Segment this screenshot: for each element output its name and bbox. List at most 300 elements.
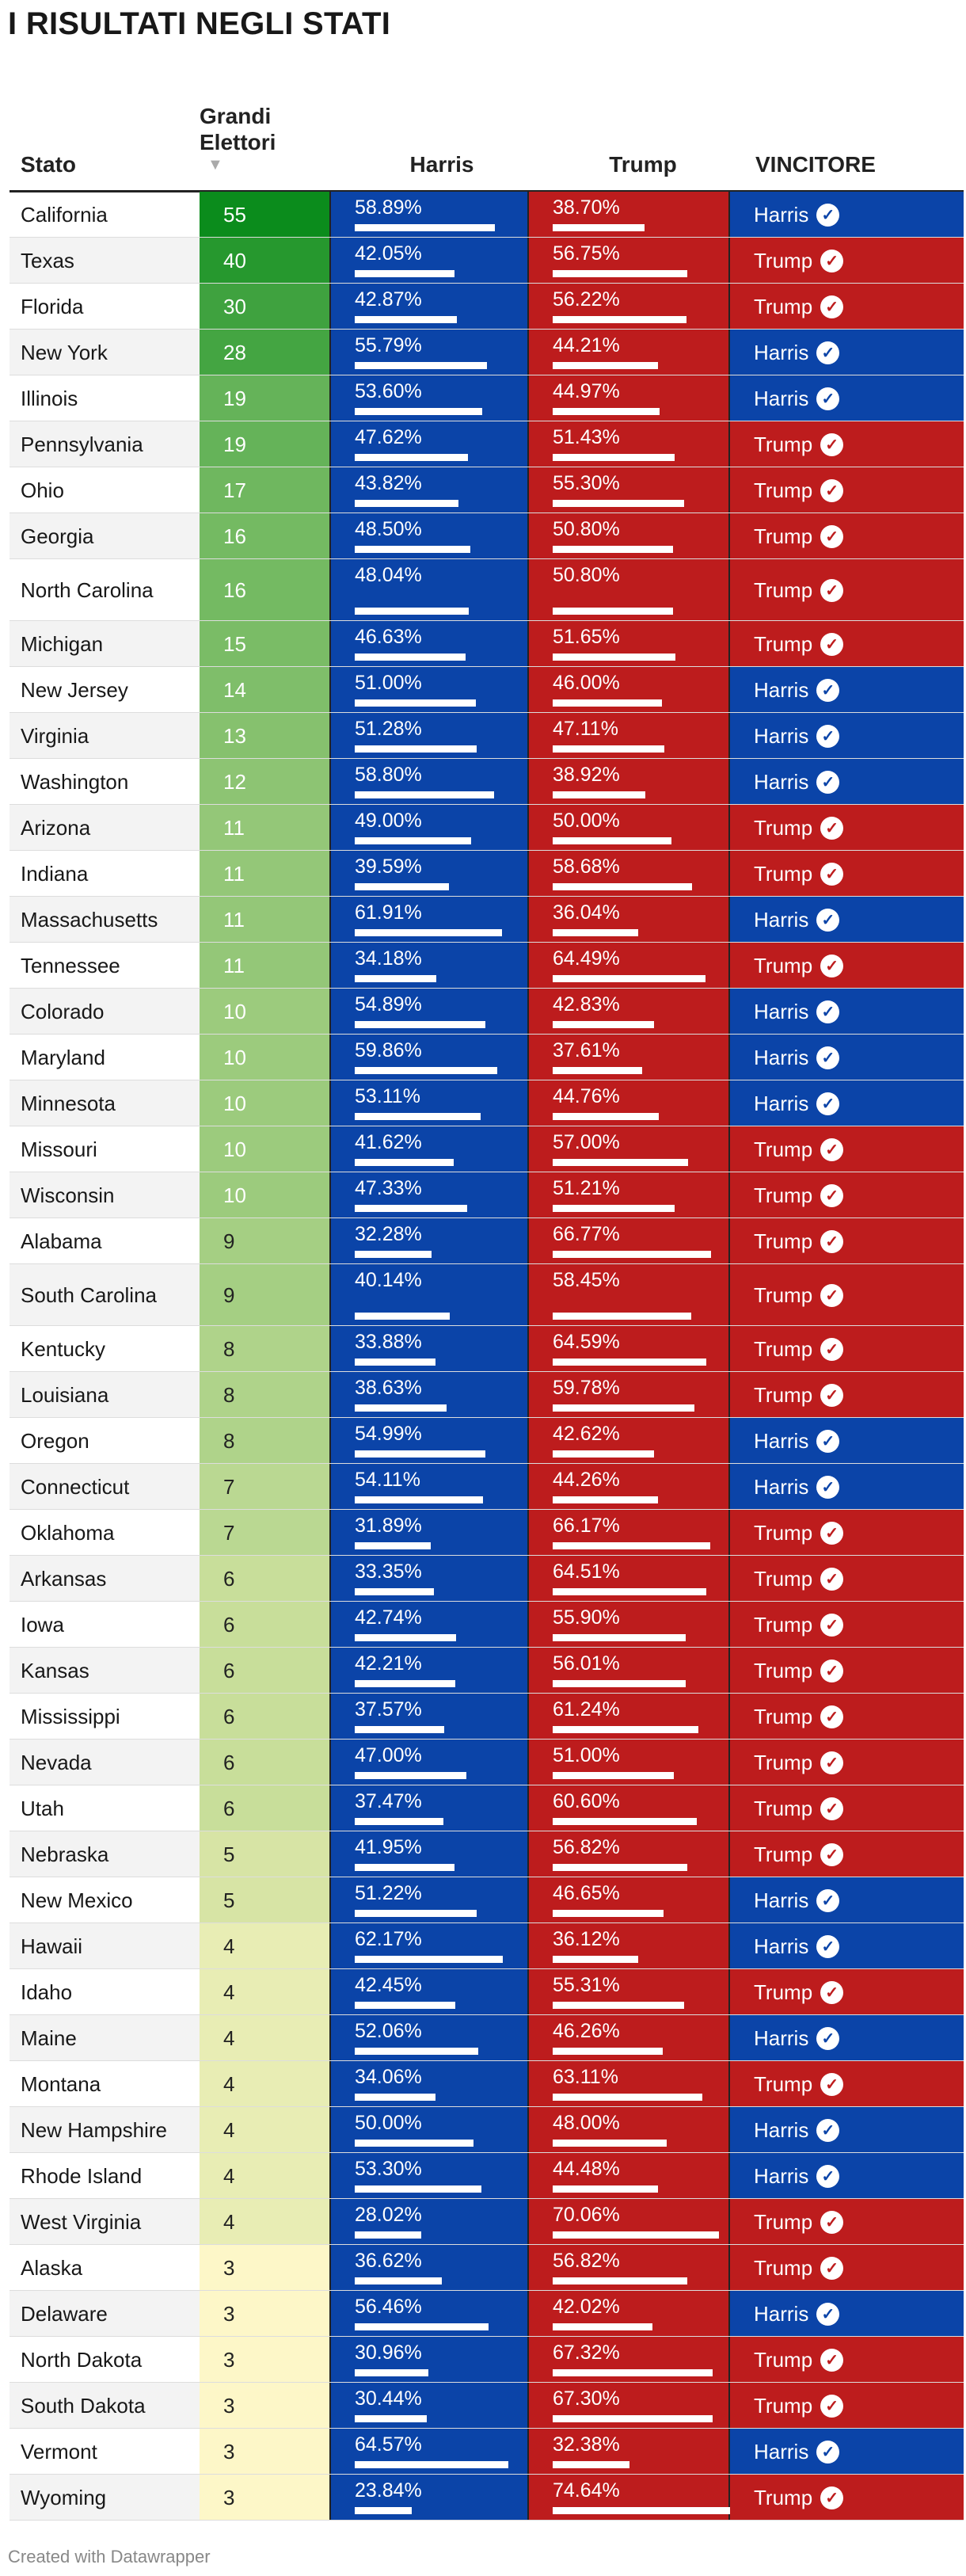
trump-percentage: 51.43% xyxy=(553,426,620,448)
harris-cell xyxy=(329,238,529,284)
harris-bar xyxy=(355,654,466,661)
electoral-votes-cell: 8 xyxy=(200,1418,339,1464)
winner-cell xyxy=(730,1218,964,1264)
state-cell: Hawaii xyxy=(10,1923,200,1969)
state-cell: Utah xyxy=(21,1797,64,1820)
winner-cell xyxy=(730,1648,964,1694)
check-icon: ✓ xyxy=(820,955,843,977)
state-cell: Wisconsin xyxy=(10,1172,200,1218)
electoral-votes-cell: 11 xyxy=(200,851,339,897)
check-icon: ✓ xyxy=(816,1000,839,1023)
trump-bar xyxy=(553,1726,698,1733)
state-cell: North Dakota xyxy=(21,2348,143,2372)
electoral-votes-cell: 40 xyxy=(200,238,339,284)
electoral-votes-cell: 5 xyxy=(200,1831,339,1877)
trump-cell xyxy=(529,1326,730,1372)
winner-cell xyxy=(730,1464,964,1510)
trump-bar xyxy=(553,2185,658,2193)
state-cell: Arkansas xyxy=(10,1556,200,1602)
table-row xyxy=(10,1740,964,1785)
winner-cell xyxy=(730,2199,964,2245)
winner-label: Trump xyxy=(754,432,813,456)
harris-cell xyxy=(329,667,529,713)
winner-cell xyxy=(730,1080,964,1126)
harris-cell xyxy=(329,192,529,238)
column-header-electoral-votes[interactable] xyxy=(200,103,310,174)
check-icon: ✓ xyxy=(820,633,843,656)
harris-cell xyxy=(329,989,529,1035)
check-icon: ✓ xyxy=(820,1338,843,1361)
electoral-votes-cell: 4 xyxy=(200,2153,339,2199)
state-cell: Washington xyxy=(21,770,129,794)
table-row xyxy=(10,897,964,943)
table-row xyxy=(10,713,964,759)
state-cell: California xyxy=(21,203,108,227)
harris-cell xyxy=(329,851,529,897)
trump-percentage: 51.65% xyxy=(553,626,620,648)
table-row xyxy=(10,2429,964,2475)
electoral-votes-cell: 11 xyxy=(200,943,339,989)
harris-bar xyxy=(355,2461,508,2468)
harris-bar xyxy=(355,1404,447,1412)
trump-cell xyxy=(529,284,730,330)
harris-cell xyxy=(329,467,529,513)
winner-label: Harris xyxy=(754,999,809,1023)
winner-cell xyxy=(730,621,964,667)
trump-bar xyxy=(553,1910,664,1917)
trump-percentage: 46.65% xyxy=(553,1882,620,1904)
harris-bar xyxy=(355,608,469,615)
trump-percentage: 55.30% xyxy=(553,472,620,494)
trump-bar xyxy=(553,2369,713,2376)
harris-percentage: 53.30% xyxy=(355,2158,422,2180)
table-row xyxy=(10,1035,964,1080)
trump-cell xyxy=(529,2475,730,2521)
harris-bar xyxy=(355,1251,432,1258)
check-icon: ✓ xyxy=(816,2119,839,2142)
harris-percentage: 42.05% xyxy=(355,242,422,265)
winner-cell xyxy=(730,284,964,330)
harris-percentage: 49.00% xyxy=(355,810,422,832)
state-cell: Delaware xyxy=(10,2291,200,2337)
state-cell: Florida xyxy=(21,295,84,318)
harris-percentage: 37.57% xyxy=(355,1698,422,1721)
trump-percentage: 51.21% xyxy=(553,1177,620,1199)
table-row xyxy=(10,759,964,805)
state-cell: South Dakota xyxy=(10,2383,200,2429)
harris-percentage: 54.89% xyxy=(355,993,422,1016)
trump-bar xyxy=(553,2507,730,2514)
harris-cell xyxy=(329,1418,529,1464)
trump-cell xyxy=(529,1080,730,1126)
harris-percentage: 31.89% xyxy=(355,1515,422,1537)
trump-bar xyxy=(553,1542,710,1549)
winner-cell xyxy=(730,2245,964,2291)
check-icon: ✓ xyxy=(816,341,839,364)
trump-cell xyxy=(529,2199,730,2245)
harris-bar xyxy=(355,2369,428,2376)
row-divider xyxy=(10,2520,964,2521)
electoral-votes-cell: 6 xyxy=(200,1785,339,1831)
harris-bar xyxy=(355,2185,481,2193)
check-icon: ✓ xyxy=(820,295,843,318)
harris-percentage: 51.00% xyxy=(355,672,422,694)
harris-percentage: 41.95% xyxy=(355,1836,422,1858)
winner-label: Trump xyxy=(754,294,813,318)
trump-percentage: 44.21% xyxy=(553,334,620,356)
column-header-trump[interactable]: Trump xyxy=(609,152,677,177)
trump-percentage: 55.90% xyxy=(553,1606,620,1629)
table-row xyxy=(10,851,964,897)
trump-percentage: 56.75% xyxy=(553,242,620,265)
harris-percentage: 34.18% xyxy=(355,947,422,970)
table-row xyxy=(10,2153,964,2199)
harris-percentage: 47.00% xyxy=(355,1744,422,1766)
winner-label: Trump xyxy=(754,1704,813,1728)
check-icon: ✓ xyxy=(816,1430,839,1453)
harris-percentage: 36.62% xyxy=(355,2250,422,2272)
trump-bar xyxy=(553,454,675,461)
state-cell: New Mexico xyxy=(21,1888,133,1912)
winner-cell xyxy=(730,2429,964,2475)
winner-cell xyxy=(730,1172,964,1218)
harris-bar xyxy=(355,1542,431,1549)
check-icon: ✓ xyxy=(820,1522,843,1545)
check-icon: ✓ xyxy=(820,1660,843,1682)
harris-cell xyxy=(329,943,529,989)
harris-percentage: 42.21% xyxy=(355,1652,422,1675)
check-icon: ✓ xyxy=(820,1843,843,1866)
trump-percentage: 50.80% xyxy=(553,518,620,540)
winner-label: Trump xyxy=(754,1658,813,1682)
harris-bar xyxy=(355,1910,477,1917)
winner-label: Harris xyxy=(754,202,809,227)
footer-credit: Created with Datawrapper xyxy=(8,2547,211,2566)
harris-cell xyxy=(329,1831,529,1877)
harris-bar xyxy=(355,2231,421,2239)
trump-bar xyxy=(553,1067,642,1074)
harris-cell xyxy=(329,2107,529,2153)
electoral-votes-cell: 4 xyxy=(200,2015,339,2061)
trump-percentage: 44.48% xyxy=(553,2158,620,2180)
winner-label: Harris xyxy=(754,2025,809,2050)
trump-bar xyxy=(553,1588,706,1595)
trump-percentage: 42.83% xyxy=(553,993,620,1016)
state-cell: Indiana xyxy=(21,862,89,886)
electoral-votes-cell: 10 xyxy=(200,1080,339,1126)
check-icon: ✓ xyxy=(820,1568,843,1591)
state-cell: New York xyxy=(10,330,200,375)
electoral-votes-cell: 19 xyxy=(200,421,339,467)
electoral-votes-cell: 7 xyxy=(200,1510,339,1556)
trump-bar xyxy=(553,1680,686,1687)
harris-bar xyxy=(355,1634,456,1641)
winner-label: Harris xyxy=(754,1888,809,1912)
check-icon: ✓ xyxy=(820,479,843,502)
harris-bar xyxy=(355,270,454,277)
check-icon: ✓ xyxy=(816,2027,839,2050)
state-cell: West Virginia xyxy=(10,2199,200,2245)
winner-label: Trump xyxy=(754,2209,813,2234)
table-row xyxy=(10,621,964,667)
state-cell: Vermont xyxy=(21,2440,97,2464)
winner-label: Harris xyxy=(754,1428,809,1453)
table-row xyxy=(10,1877,964,1923)
state-cell: Oklahoma xyxy=(21,1521,115,1545)
harris-cell xyxy=(329,1694,529,1740)
harris-bar xyxy=(355,224,495,231)
electoral-votes-cell: 10 xyxy=(200,1035,339,1080)
winner-label: Trump xyxy=(754,1612,813,1637)
winner-label: Trump xyxy=(754,577,813,602)
trump-cell xyxy=(529,1969,730,2015)
winner-cell xyxy=(730,1740,964,1785)
trump-percentage: 56.82% xyxy=(553,2250,620,2272)
state-cell: Maine xyxy=(10,2015,200,2061)
winner-cell xyxy=(730,375,964,421)
table-row xyxy=(10,2107,964,2153)
trump-bar xyxy=(553,546,673,553)
trump-cell xyxy=(529,192,730,238)
harris-bar xyxy=(355,929,502,936)
trump-percentage: 55.31% xyxy=(553,1974,620,1996)
trump-percentage: 44.26% xyxy=(553,1469,620,1491)
trump-cell xyxy=(529,2245,730,2291)
harris-bar xyxy=(355,1358,435,1366)
harris-bar xyxy=(355,1680,455,1687)
winner-cell xyxy=(730,897,964,943)
harris-percentage: 54.11% xyxy=(355,1469,420,1491)
trump-cell xyxy=(529,1831,730,1877)
harris-cell xyxy=(329,1969,529,2015)
state-cell: Mississippi xyxy=(21,1705,120,1728)
table-row xyxy=(10,1831,964,1877)
harris-percentage: 30.96% xyxy=(355,2342,422,2364)
state-cell: Idaho xyxy=(21,1980,73,2004)
harris-bar xyxy=(355,2277,442,2284)
winner-label: Harris xyxy=(754,2163,809,2188)
state-cell: Massachusetts xyxy=(10,897,200,943)
harris-bar xyxy=(355,2094,435,2101)
trump-cell xyxy=(529,759,730,805)
trump-percentage: 47.11% xyxy=(553,718,618,740)
trump-bar xyxy=(553,654,675,661)
trump-percentage: 64.59% xyxy=(553,1331,620,1353)
trump-percentage: 70.06% xyxy=(553,2204,620,2226)
trump-percentage: 38.92% xyxy=(553,764,620,786)
winner-cell xyxy=(730,1694,964,1740)
table-row xyxy=(10,805,964,851)
column-header-harris[interactable]: Harris xyxy=(409,152,474,177)
harris-cell xyxy=(329,897,529,943)
state-cell: Oregon xyxy=(21,1429,89,1453)
check-icon: ✓ xyxy=(820,433,843,456)
trump-percentage: 44.76% xyxy=(553,1085,620,1107)
electoral-votes-cell: 3 xyxy=(200,2245,339,2291)
trump-percentage: 46.00% xyxy=(553,672,620,694)
harris-percentage: 48.50% xyxy=(355,518,422,540)
winner-label: Trump xyxy=(754,1336,813,1361)
trump-percentage: 36.04% xyxy=(553,901,620,924)
harris-bar xyxy=(355,546,470,553)
state-cell: Missouri xyxy=(21,1137,97,1161)
winner-cell xyxy=(730,1877,964,1923)
winner-label: Trump xyxy=(754,1382,813,1407)
winner-cell xyxy=(730,467,964,513)
harris-percentage: 28.02% xyxy=(355,2204,422,2226)
trump-bar xyxy=(553,1818,697,1825)
state-cell: Rhode Island xyxy=(21,2164,143,2188)
winner-label: Trump xyxy=(754,1750,813,1774)
table-row xyxy=(10,2061,964,2107)
electoral-votes-cell: 15 xyxy=(200,621,339,667)
column-header-winner[interactable]: VINCITORE xyxy=(755,152,876,177)
table-row xyxy=(10,2475,964,2521)
trump-bar xyxy=(553,1634,686,1641)
harris-bar xyxy=(355,2140,473,2147)
harris-cell xyxy=(329,2015,529,2061)
electoral-votes-cell: 6 xyxy=(200,1740,339,1785)
electoral-votes-cell: 11 xyxy=(200,897,339,943)
check-icon: ✓ xyxy=(816,1935,839,1958)
electoral-votes-cell: 7 xyxy=(200,1464,339,1510)
harris-cell xyxy=(329,1172,529,1218)
harris-bar xyxy=(355,1159,454,1166)
page-title: I RISULTATI NEGLI STATI xyxy=(8,6,391,41)
table-row xyxy=(10,284,964,330)
state-cell: Michigan xyxy=(10,621,200,667)
table-row xyxy=(10,2015,964,2061)
table-row xyxy=(10,1969,964,2015)
winner-label: Trump xyxy=(754,1282,813,1307)
winner-label: Harris xyxy=(754,677,809,702)
winner-cell xyxy=(730,1035,964,1080)
trump-bar xyxy=(553,699,662,707)
harris-bar xyxy=(355,1450,485,1458)
state-cell: New Hampshire xyxy=(10,2107,200,2153)
trump-cell xyxy=(529,851,730,897)
trump-bar xyxy=(553,608,673,615)
winner-cell xyxy=(730,2015,964,2061)
harris-percentage: 33.88% xyxy=(355,1331,422,1353)
trump-cell xyxy=(529,421,730,467)
table-row xyxy=(10,1602,964,1648)
trump-cell xyxy=(529,2291,730,2337)
table-row xyxy=(10,1264,964,1326)
harris-cell xyxy=(329,559,529,621)
electoral-votes-cell: 4 xyxy=(200,2107,339,2153)
winner-label: Trump xyxy=(754,1183,813,1207)
winner-label: Trump xyxy=(754,2255,813,2280)
trump-cell xyxy=(529,467,730,513)
harris-cell xyxy=(329,1218,529,1264)
harris-cell xyxy=(329,2199,529,2245)
harris-percentage: 42.74% xyxy=(355,1606,422,1629)
check-icon: ✓ xyxy=(820,250,843,272)
harris-cell xyxy=(329,2337,529,2383)
trump-bar xyxy=(553,2002,684,2009)
trump-bar xyxy=(553,1956,638,1963)
harris-cell xyxy=(329,1923,529,1969)
trump-bar xyxy=(553,837,671,844)
check-icon: ✓ xyxy=(820,2211,843,2234)
sort-descending-icon: ▼ xyxy=(207,156,223,173)
harris-cell xyxy=(329,2291,529,2337)
table-row xyxy=(10,943,964,989)
harris-percentage: 43.82% xyxy=(355,472,422,494)
electoral-votes-cell: 55 xyxy=(200,192,339,238)
trump-percentage: 58.68% xyxy=(553,855,620,878)
table-row xyxy=(10,1418,964,1464)
trump-cell xyxy=(529,667,730,713)
trump-cell xyxy=(529,2383,730,2429)
harris-percentage: 58.89% xyxy=(355,196,422,219)
column-header-state[interactable]: Stato xyxy=(21,152,76,177)
winner-cell xyxy=(730,667,964,713)
electoral-votes-cell: 11 xyxy=(200,805,339,851)
trump-bar xyxy=(553,2461,629,2468)
check-icon: ✓ xyxy=(816,679,839,702)
trump-percentage: 51.00% xyxy=(553,1744,620,1766)
state-cell: Georgia xyxy=(10,513,200,559)
harris-bar xyxy=(355,699,476,707)
harris-percentage: 50.00% xyxy=(355,2112,422,2134)
winner-cell xyxy=(730,2291,964,2337)
winner-cell xyxy=(730,1510,964,1556)
winner-label: Harris xyxy=(754,2117,809,2142)
harris-bar xyxy=(355,454,468,461)
harris-percentage: 62.17% xyxy=(355,1928,422,1950)
harris-bar xyxy=(355,1588,434,1595)
check-icon: ✓ xyxy=(816,204,839,227)
table-row xyxy=(10,559,964,621)
electoral-votes-cell: 3 xyxy=(200,2383,339,2429)
trump-cell xyxy=(529,1877,730,1923)
table-header xyxy=(10,83,964,192)
harris-cell xyxy=(329,1326,529,1372)
trump-bar xyxy=(553,1496,658,1503)
harris-bar xyxy=(355,1818,443,1825)
harris-percentage: 38.63% xyxy=(355,1377,422,1399)
winner-cell xyxy=(730,1418,964,1464)
winner-cell xyxy=(730,192,964,238)
harris-bar xyxy=(355,1067,497,1074)
trump-cell xyxy=(529,1740,730,1785)
trump-bar xyxy=(553,2048,663,2055)
trump-cell xyxy=(529,1126,730,1172)
harris-percentage: 54.99% xyxy=(355,1423,422,1445)
trump-cell xyxy=(529,1510,730,1556)
winner-label: Trump xyxy=(754,861,813,886)
electoral-votes-cell: 14 xyxy=(200,667,339,713)
winner-cell xyxy=(730,1831,964,1877)
check-icon: ✓ xyxy=(820,1981,843,2004)
table-row xyxy=(10,330,964,375)
trump-percentage: 59.78% xyxy=(553,1377,620,1399)
trump-percentage: 67.30% xyxy=(553,2387,620,2410)
state-cell: Maryland xyxy=(21,1046,105,1069)
winner-cell xyxy=(730,1326,964,1372)
trump-cell xyxy=(529,1172,730,1218)
harris-percentage: 64.57% xyxy=(355,2433,422,2456)
state-cell: Kentucky xyxy=(21,1337,105,1361)
check-icon: ✓ xyxy=(816,2165,839,2188)
trump-bar xyxy=(553,1113,659,1120)
harris-cell xyxy=(329,330,529,375)
trump-bar xyxy=(553,1313,691,1320)
winner-label: Trump xyxy=(754,2347,813,2372)
trump-percentage: 36.12% xyxy=(553,1928,620,1950)
